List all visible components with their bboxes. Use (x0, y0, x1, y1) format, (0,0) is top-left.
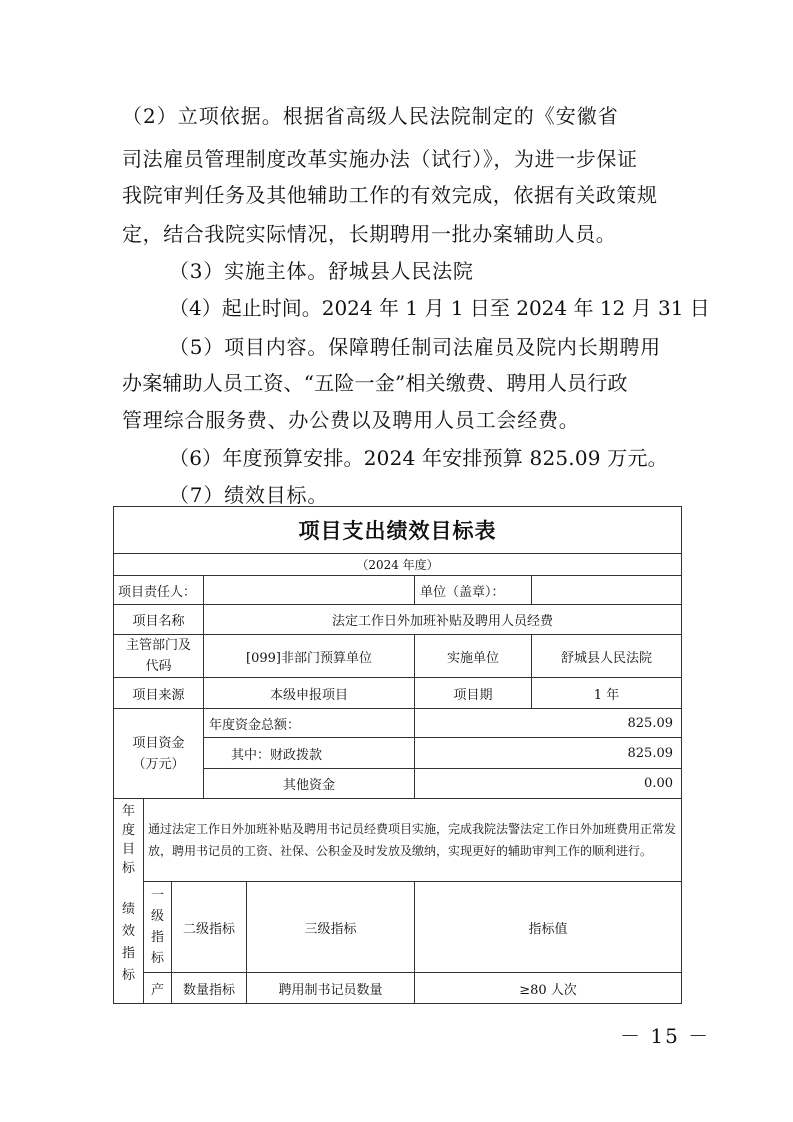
level1-header-char: 一 (150, 888, 164, 903)
paragraph-goal-heading: （7）绩效目标。 (169, 483, 329, 507)
perf-indicator-label (114, 882, 143, 1003)
unit-label: 单位（盖章）： (420, 584, 505, 600)
project-name-label: 项目名称 (132, 614, 185, 629)
page-number: － 15 － (620, 1024, 711, 1048)
funds-other-value: 0.00 (644, 776, 673, 791)
impl-unit-label: 实施单位 (446, 650, 499, 666)
funds-total-label: 年度资金总额： (209, 717, 301, 733)
paragraph-basis-line: 司法雇员管理制度改革实施办法（试行）》，为进一步保证 (122, 147, 638, 171)
table-title: 项目支出绩效目标表 (298, 519, 497, 543)
perf-indicator-char: 效 (121, 923, 135, 939)
period-value: 1 年 (593, 687, 620, 703)
annual-goal-label (114, 799, 143, 881)
funds-fiscal-value: 825.09 (627, 745, 673, 761)
annual-goal-char: 目 (121, 842, 135, 857)
table-row-value: ≥80 人次 (519, 982, 577, 998)
perf-indicator-char: 标 (121, 967, 135, 983)
indicator-value-header: 指标值 (528, 921, 568, 937)
paragraph-content-line: 管理综合服务费、办公费以及聘用人员工会经费。 (122, 408, 580, 432)
paragraph-content-line: （5）项目内容。保障聘任制司法雇员及院内长期聘用 (169, 335, 661, 359)
source-label: 项目来源 (132, 687, 185, 703)
annual-goal-char: 度 (121, 823, 135, 838)
funds-fiscal-label: 其中：财政拨款 (231, 747, 323, 763)
dept-label (114, 635, 203, 677)
table-row-level1: 产 (150, 982, 164, 998)
perf-indicator-char: 指 (121, 945, 135, 961)
impl-unit-value: 舒城县人民法院 (560, 650, 652, 666)
paragraph-basis-line: （2）立项依据。根据省高级人民法院制定的《安徽省 (122, 104, 619, 128)
responsible-value (204, 576, 414, 604)
level1-header-char: 标 (150, 951, 164, 966)
annual-goal-char: 年 (121, 804, 135, 819)
table-year: （2024 年度） (356, 558, 439, 572)
funds-total-value: 825.09 (627, 715, 673, 731)
paragraph-period: （4）起止时间。2024 年 1 月 1 日至 2024 年 12 月 31 日 (169, 296, 710, 320)
paragraph-content-line: 办案辅助人员工资、“五险一金”相关缴费、聘用人员行政 (122, 371, 628, 395)
level1-header-char: 指 (150, 930, 164, 945)
level3-header: 三级指标 (304, 921, 357, 937)
table-row-level2: 数量指标 (182, 982, 235, 998)
level1-header-char: 级 (150, 909, 164, 924)
annual-goal-char: 标 (121, 861, 135, 876)
table-rule (414, 575, 415, 604)
dept-label-line: 代码 (145, 659, 172, 674)
performance-target-table (113, 506, 682, 1004)
source-value: 本级申报项目 (269, 687, 348, 703)
level2-header: 二级指标 (182, 921, 235, 937)
paragraph-budget: （6）年度预算安排。2024 年安排预算 825.09 万元。 (169, 446, 668, 470)
paragraph-basis-line: 我院审判任务及其他辅助工作的有效完成，依据有关政策规 (122, 183, 658, 207)
perf-indicator-char: 绩 (121, 901, 135, 917)
paragraph-implementer: （3）实施主体。舒城县人民法院 (169, 259, 474, 283)
dept-value: [099]非部门预算单位 (246, 650, 372, 666)
funds-other-label: 其他资金 (282, 778, 335, 793)
paragraph-basis-line: 定，结合我院实际情况，长期聘用一批办案辅助人员。 (122, 222, 617, 246)
funds-label-line: 项目资金 (132, 735, 185, 751)
annual-goal-line: 通过法定工作日外加班补贴及聘用书记员经费项目实施，完成我院法警法定工作日外加班费用正常发 (148, 822, 677, 836)
table-row-level3: 聘用制书记员数量 (278, 982, 383, 998)
annual-goal-line: 放，聘用书记员的工资、社保、公积金及时发放及缴纳，实现更好的辅助审判工作的顺利进行。 (148, 844, 653, 858)
period-label: 项目期 (453, 687, 493, 703)
project-name-value: 法定工作日外加班补贴及聘用人员经费 (331, 614, 553, 629)
dept-label-line: 主管部门及 (125, 638, 191, 653)
annual-goal-text (148, 799, 681, 881)
funds-label (114, 709, 203, 798)
funds-label-line: （万元） (132, 756, 185, 772)
responsible-label: 项目责任人： (118, 584, 197, 600)
unit-value (532, 576, 681, 604)
level1-header (144, 882, 171, 972)
